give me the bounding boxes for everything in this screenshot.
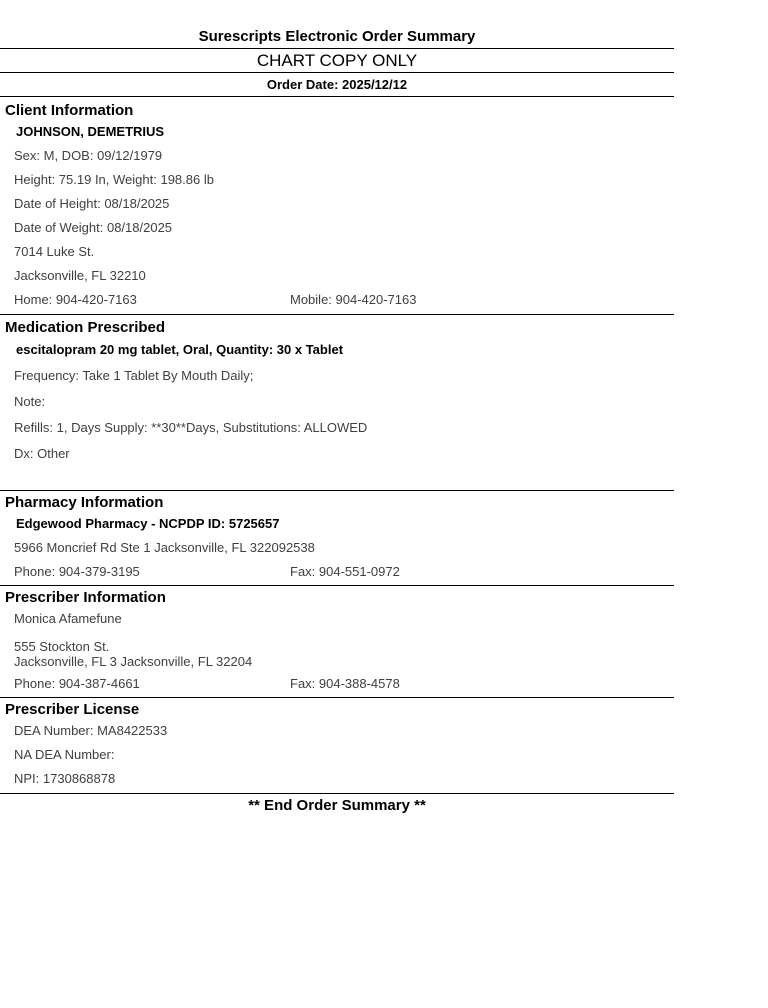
license-section-heading: Prescriber License: [5, 701, 140, 718]
medication-note: Note:: [14, 394, 46, 409]
license-na-dea-number: NA DEA Number:: [14, 747, 115, 762]
prescriber-address: [0, 639, 674, 669]
client-address-city: Jacksonville, FL 32210: [14, 268, 146, 283]
client-phone-row: [0, 288, 674, 312]
medication-dx: Dx: Other: [14, 446, 70, 461]
client-height-weight: Height: 75.19 In, Weight: 198.86 lb: [14, 172, 214, 187]
license-dea-number: DEA Number: MA8422533: [14, 723, 168, 738]
client-address-street: 7014 Luke St.: [14, 244, 95, 259]
license-npi: NPI: 1730868878: [14, 771, 116, 786]
client-mobile-phone: Mobile: 904-420-7163: [290, 292, 417, 307]
medication-drug: escitalopram 20 mg tablet, Oral, Quantity: 30 x Tablet: [16, 342, 344, 357]
medication-refills: Refills: 1, Days Supply: **30**Days, Substitutions: ALLOWED: [14, 420, 368, 435]
pharmacy-name: Edgewood Pharmacy - NCPDP ID: 5725657: [16, 516, 280, 531]
end-order-summary-text: ** End Order Summary **: [248, 797, 426, 814]
section-prescriber-license: [0, 698, 674, 794]
client-home-phone: Home: 904-420-7163: [14, 292, 137, 307]
client-date-of-weight: Date of Weight: 08/18/2025: [14, 220, 173, 235]
client-date-of-height: Date of Height: 08/18/2025: [14, 196, 170, 211]
prescriber-phone: Phone: 904-387-4661: [14, 676, 140, 691]
pharmacy-section-heading: Pharmacy Information: [5, 494, 164, 511]
client-section-heading: Client Information: [5, 102, 134, 119]
pharmacy-address: 5966 Moncrief Rd Ste 1 Jacksonville, FL 322092538: [14, 540, 315, 555]
section-prescriber-information: [0, 586, 674, 698]
chart-copy-banner: CHART COPY ONLY: [0, 49, 674, 73]
prescriber-address-line1: 555 Stockton St.: [14, 639, 110, 654]
order-date: Order Date: 2025/12/12: [0, 73, 674, 97]
document-title: Surescripts Electronic Order Summary: [0, 0, 674, 49]
prescriber-fax: Fax: 904-388-4578: [290, 676, 400, 691]
client-name: JOHNSON, DEMETRIUS: [16, 124, 165, 139]
pharmacy-fax: Fax: 904-551-0972: [290, 564, 400, 579]
pharmacy-phone: Phone: 904-379-3195: [14, 564, 140, 579]
section-client-information: [0, 97, 674, 315]
medication-section-heading: Medication Prescribed: [5, 319, 166, 336]
prescriber-name: Monica Afamefune: [14, 611, 122, 626]
section-medication-prescribed: [0, 315, 674, 491]
section-pharmacy-information: [0, 491, 674, 586]
prescriber-phone-row: [0, 672, 674, 696]
prescriber-address-line2: Jacksonville, FL 3 Jacksonville, FL 32204: [14, 654, 253, 669]
prescriber-section-heading: Prescriber Information: [5, 589, 166, 606]
medication-frequency: Frequency: Take 1 Tablet By Mouth Daily;: [14, 368, 254, 383]
pharmacy-phone-row: [0, 560, 674, 584]
client-sex-dob: Sex: M, DOB: 09/12/1979: [14, 148, 163, 163]
